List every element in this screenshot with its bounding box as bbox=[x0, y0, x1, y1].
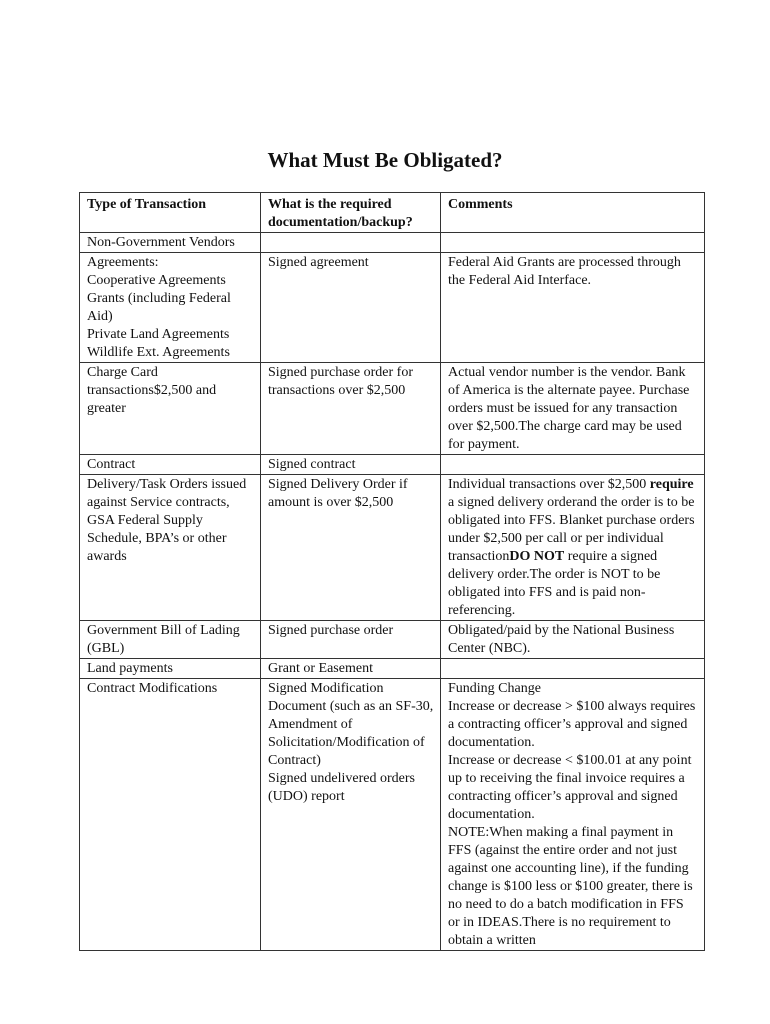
header-type: Type of Transaction bbox=[80, 193, 261, 233]
comment-text: require a signed delivery order.The order is NOT to be obligated into FFS and is paid non-referencing. bbox=[448, 549, 661, 618]
comment-text: a signed delivery orderand the order is to be obligated into FFS. Blanket purchase orders under $2,500 per call or per individual transaction bbox=[448, 495, 695, 564]
section-row bbox=[80, 233, 705, 253]
table-row bbox=[80, 253, 705, 363]
document-title: What Must Be Obligated? bbox=[267, 148, 503, 172]
comment-line: Increase or decrease < $100.01 at any point up to receiving the final invoice requires a contracting officer’s approval and signed documentation. bbox=[448, 753, 692, 822]
charge-card-type: Charge Card transactions$2,500 and greater bbox=[80, 363, 261, 455]
contract-comments bbox=[441, 455, 705, 475]
agreements-comments: Federal Aid Grants are processed through the Federal Aid Interface. bbox=[441, 253, 705, 363]
type-line: Wildlife Ext. Agreements bbox=[87, 345, 230, 360]
charge-card-comments: Actual vendor number is the vendor. Bank of America is the alternate payee. Purchase orders must be issued for any transaction over $2,500.The charge card may be used for payment. bbox=[441, 363, 705, 455]
land-comments bbox=[441, 659, 705, 679]
agreements-docs: Signed agreement bbox=[261, 253, 441, 363]
gbl-docs: Signed purchase order bbox=[261, 621, 441, 659]
table-row bbox=[80, 475, 705, 621]
delivery-comments bbox=[441, 475, 705, 621]
docs-line: Signed undelivered orders (UDO) report bbox=[268, 771, 415, 804]
delivery-docs: Signed Delivery Order if amount is over $2,500 bbox=[261, 475, 441, 621]
section-empty-docs bbox=[261, 233, 441, 253]
section-label: Non-Government Vendors bbox=[80, 233, 261, 253]
type-line: Agreements: bbox=[87, 255, 159, 270]
docs-line: Signed Modification Document (such as an SF-30, Amendment of Solicitation/Modification of Contract) bbox=[268, 681, 434, 768]
comment-emphasis: DO NOT bbox=[509, 549, 565, 564]
contract-docs: Signed contract bbox=[261, 455, 441, 475]
type-line: Cooperative Agreements bbox=[87, 273, 226, 288]
obligation-table bbox=[79, 192, 705, 951]
table-row bbox=[80, 363, 705, 455]
comment-line: NOTE:When making a final payment in FFS (against the entire order and not just against one accounting line), if the funding change is $100 less or $100 greater, there is no need to do a batch modification in FFS or in IDEAS.There is no requirement to obtain a written bbox=[448, 825, 693, 948]
table-row bbox=[80, 455, 705, 475]
table-row bbox=[80, 621, 705, 659]
section-empty-comments bbox=[441, 233, 705, 253]
comment-emphasis: require bbox=[649, 477, 694, 492]
header-comments: Comments bbox=[441, 193, 705, 233]
agreements-type bbox=[80, 253, 261, 363]
land-docs: Grant or Easement bbox=[261, 659, 441, 679]
comment-text: Individual transactions over $2,500 bbox=[448, 477, 647, 492]
gbl-comments: Obligated/paid by the National Business Center (NBC). bbox=[441, 621, 705, 659]
type-line: Grants (including Federal Aid) bbox=[87, 291, 231, 324]
contract-type: Contract bbox=[80, 455, 261, 475]
gbl-type: Government Bill of Lading (GBL) bbox=[80, 621, 261, 659]
comment-line: Funding Change bbox=[448, 681, 541, 696]
land-type: Land payments bbox=[80, 659, 261, 679]
table-row bbox=[80, 679, 705, 951]
header-row bbox=[80, 193, 705, 233]
header-docs: What is the required documentation/backup? bbox=[261, 193, 441, 233]
modifications-docs bbox=[261, 679, 441, 951]
charge-card-docs: Signed purchase order for transactions over $2,500 bbox=[261, 363, 441, 455]
table-row bbox=[80, 659, 705, 679]
comment-line: Increase or decrease > $100 always requires a contracting officer’s approval and signed documentation. bbox=[448, 699, 696, 750]
type-line: Private Land Agreements bbox=[87, 327, 230, 342]
modifications-comments bbox=[441, 679, 705, 951]
delivery-type: Delivery/Task Orders issued against Service contracts, GSA Federal Supply Schedule, BPA’s or other awards bbox=[80, 475, 261, 621]
modifications-type: Contract Modifications bbox=[80, 679, 261, 951]
